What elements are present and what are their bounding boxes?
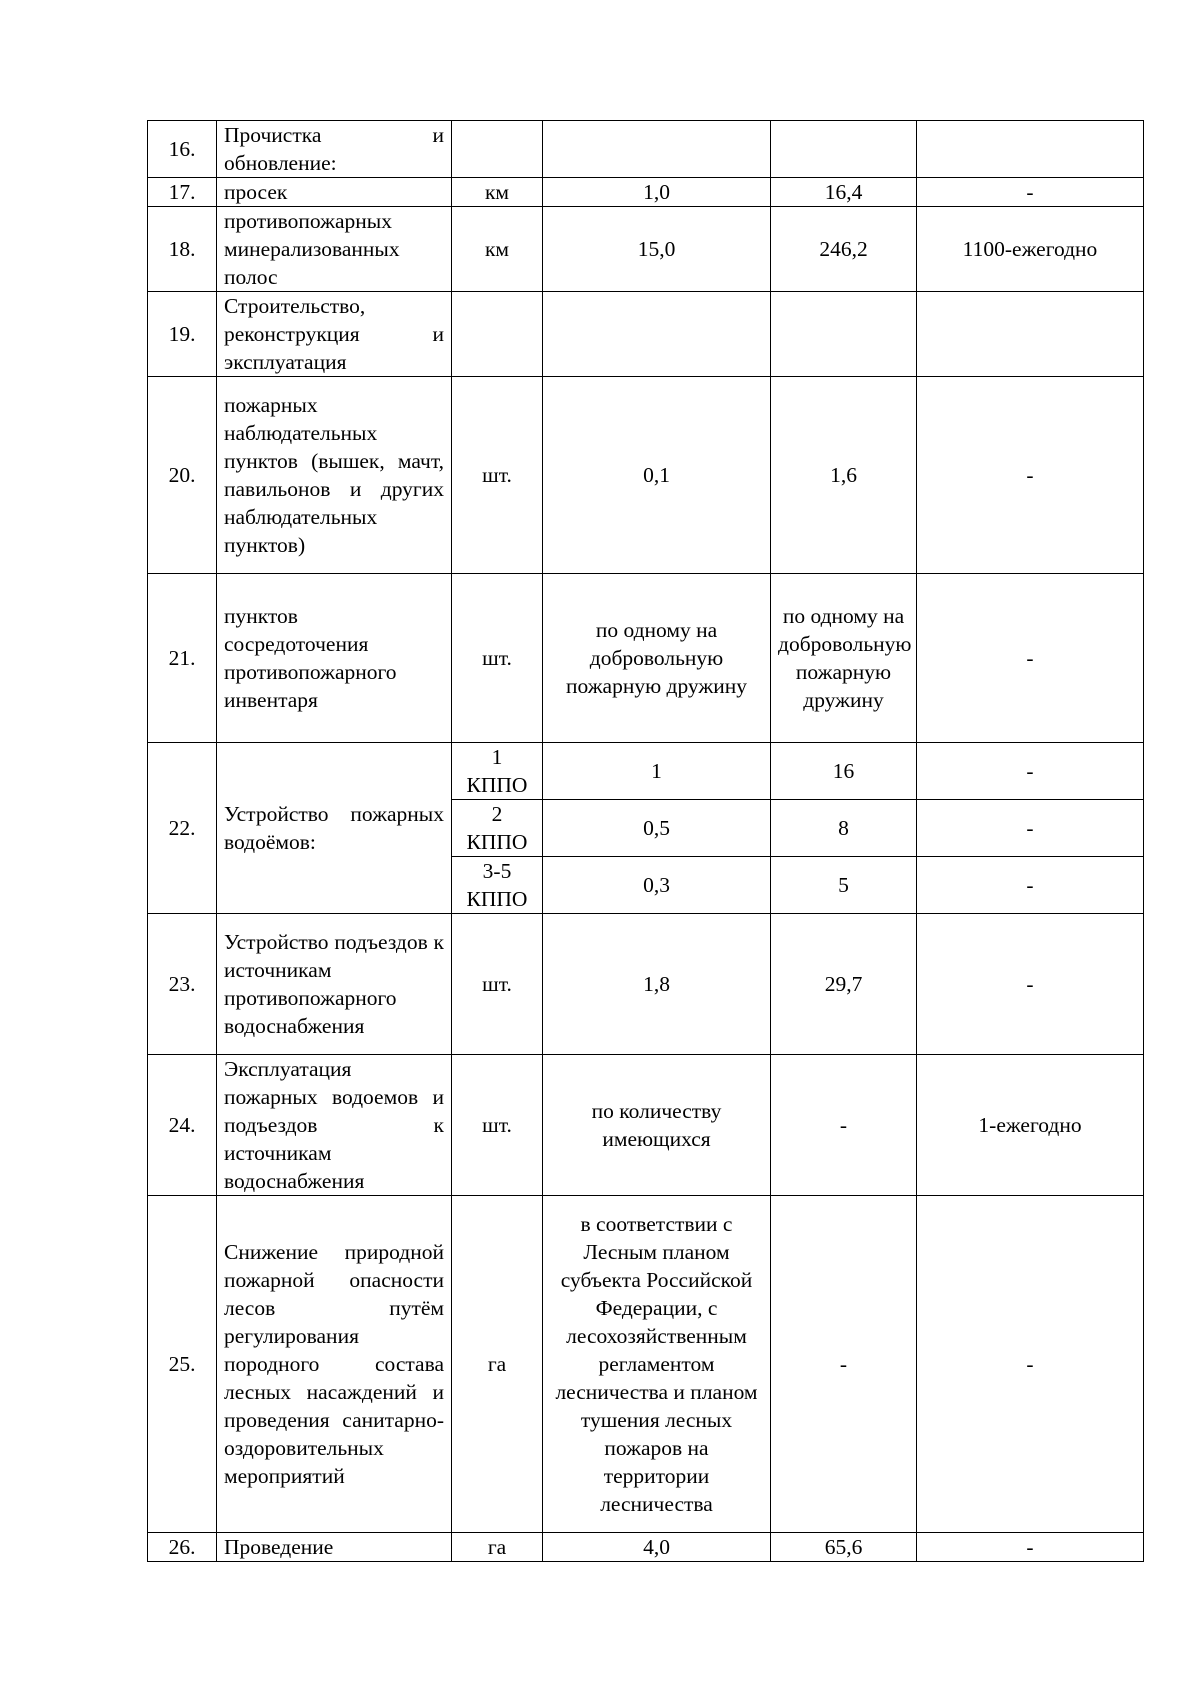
row-unit: км <box>452 207 543 292</box>
row-value-3: - <box>917 800 1144 857</box>
row-number: 25. <box>148 1196 217 1533</box>
row-unit: га <box>452 1533 543 1562</box>
table-row <box>148 1055 1144 1196</box>
row-name: Устройство подъездов к источникам противопожарного водоснабжения <box>217 914 452 1055</box>
row-value-3: - <box>917 574 1144 743</box>
row-value-1: 1 <box>543 743 771 800</box>
row-value-3 <box>917 121 1144 178</box>
table-row <box>148 574 1144 743</box>
row-value-2: - <box>771 1055 917 1196</box>
row-number: 20. <box>148 377 217 574</box>
row-unit: шт. <box>452 377 543 574</box>
row-name: Эксплуатация пожарных водоемов и подъездов к источникам водоснабжения <box>217 1055 452 1196</box>
row-number: 19. <box>148 292 217 377</box>
table-row <box>148 1533 1144 1562</box>
table-row <box>148 743 1144 800</box>
row-value-3: - <box>917 178 1144 207</box>
row-value-1: по одному на добровольную пожарную дружину <box>543 574 771 743</box>
row-value-1: 1,8 <box>543 914 771 1055</box>
row-unit: шт. <box>452 1055 543 1196</box>
row-number: 22. <box>148 743 217 914</box>
row-number: 23. <box>148 914 217 1055</box>
measures-table <box>147 120 1144 1562</box>
row-unit: 3-5 КППО <box>452 857 543 914</box>
row-value-3: - <box>917 1533 1144 1562</box>
row-value-1: 0,3 <box>543 857 771 914</box>
table-row <box>148 121 1144 178</box>
table-row <box>148 914 1144 1055</box>
table-row <box>148 292 1144 377</box>
table-row <box>148 178 1144 207</box>
row-value-1: 4,0 <box>543 1533 771 1562</box>
row-number: 17. <box>148 178 217 207</box>
row-name: пожарных наблюдательных пунктов (вышек, мачт, павильонов и других наблюдательных пунктов) <box>217 377 452 574</box>
row-value-2: 1,6 <box>771 377 917 574</box>
row-unit: км <box>452 178 543 207</box>
row-value-2: 65,6 <box>771 1533 917 1562</box>
row-value-3: - <box>917 743 1144 800</box>
row-value-2: 5 <box>771 857 917 914</box>
row-value-1: в соответствии с Лесным планом субъекта Российской Федерации, с лесохозяйственным регламентом лесничества и планом тушения лесных пожаров на территории лесничества <box>543 1196 771 1533</box>
row-value-3: - <box>917 857 1144 914</box>
row-value-2: 16,4 <box>771 178 917 207</box>
row-unit: шт. <box>452 914 543 1055</box>
row-number: 16. <box>148 121 217 178</box>
row-name: Устройство пожарных водоёмов: <box>217 743 452 914</box>
row-value-1: 15,0 <box>543 207 771 292</box>
row-value-1: 0,1 <box>543 377 771 574</box>
row-name: Строительство, реконструкция и эксплуатация <box>217 292 452 377</box>
row-number: 21. <box>148 574 217 743</box>
row-value-2 <box>771 121 917 178</box>
row-unit: 1 КППО <box>452 743 543 800</box>
row-value-2: 8 <box>771 800 917 857</box>
table-row <box>148 377 1144 574</box>
row-number: 24. <box>148 1055 217 1196</box>
row-unit <box>452 121 543 178</box>
row-value-2 <box>771 292 917 377</box>
row-value-1 <box>543 292 771 377</box>
row-number: 18. <box>148 207 217 292</box>
row-value-1 <box>543 121 771 178</box>
row-unit: га <box>452 1196 543 1533</box>
row-unit: 2 КППО <box>452 800 543 857</box>
table-row <box>148 1196 1144 1533</box>
row-name: противопожарных минерализованных полос <box>217 207 452 292</box>
row-value-1: 1,0 <box>543 178 771 207</box>
row-value-1: 0,5 <box>543 800 771 857</box>
row-value-2: - <box>771 1196 917 1533</box>
row-name: пунктов сосредоточения противопожарного инвентаря <box>217 574 452 743</box>
row-value-3 <box>917 292 1144 377</box>
row-value-3: 1-ежегодно <box>917 1055 1144 1196</box>
row-value-3: - <box>917 1196 1144 1533</box>
row-value-2: 29,7 <box>771 914 917 1055</box>
row-value-2: по одному на добровольную пожарную дружину <box>771 574 917 743</box>
row-value-3: 1100-ежегодно <box>917 207 1144 292</box>
row-name: просек <box>217 178 452 207</box>
row-value-1: по количеству имеющихся <box>543 1055 771 1196</box>
row-value-2: 16 <box>771 743 917 800</box>
row-unit: шт. <box>452 574 543 743</box>
row-unit <box>452 292 543 377</box>
row-number: 26. <box>148 1533 217 1562</box>
row-value-2: 246,2 <box>771 207 917 292</box>
row-name: Снижение природной пожарной опасности лесов путём регулирования породного состава лесных насаждений и проведения санитарно-оздоровительных мероприятий <box>217 1196 452 1533</box>
table-row <box>148 207 1144 292</box>
row-name: Проведение <box>217 1533 452 1562</box>
row-value-3: - <box>917 914 1144 1055</box>
row-name: Прочистка и обновление: <box>217 121 452 178</box>
row-value-3: - <box>917 377 1144 574</box>
